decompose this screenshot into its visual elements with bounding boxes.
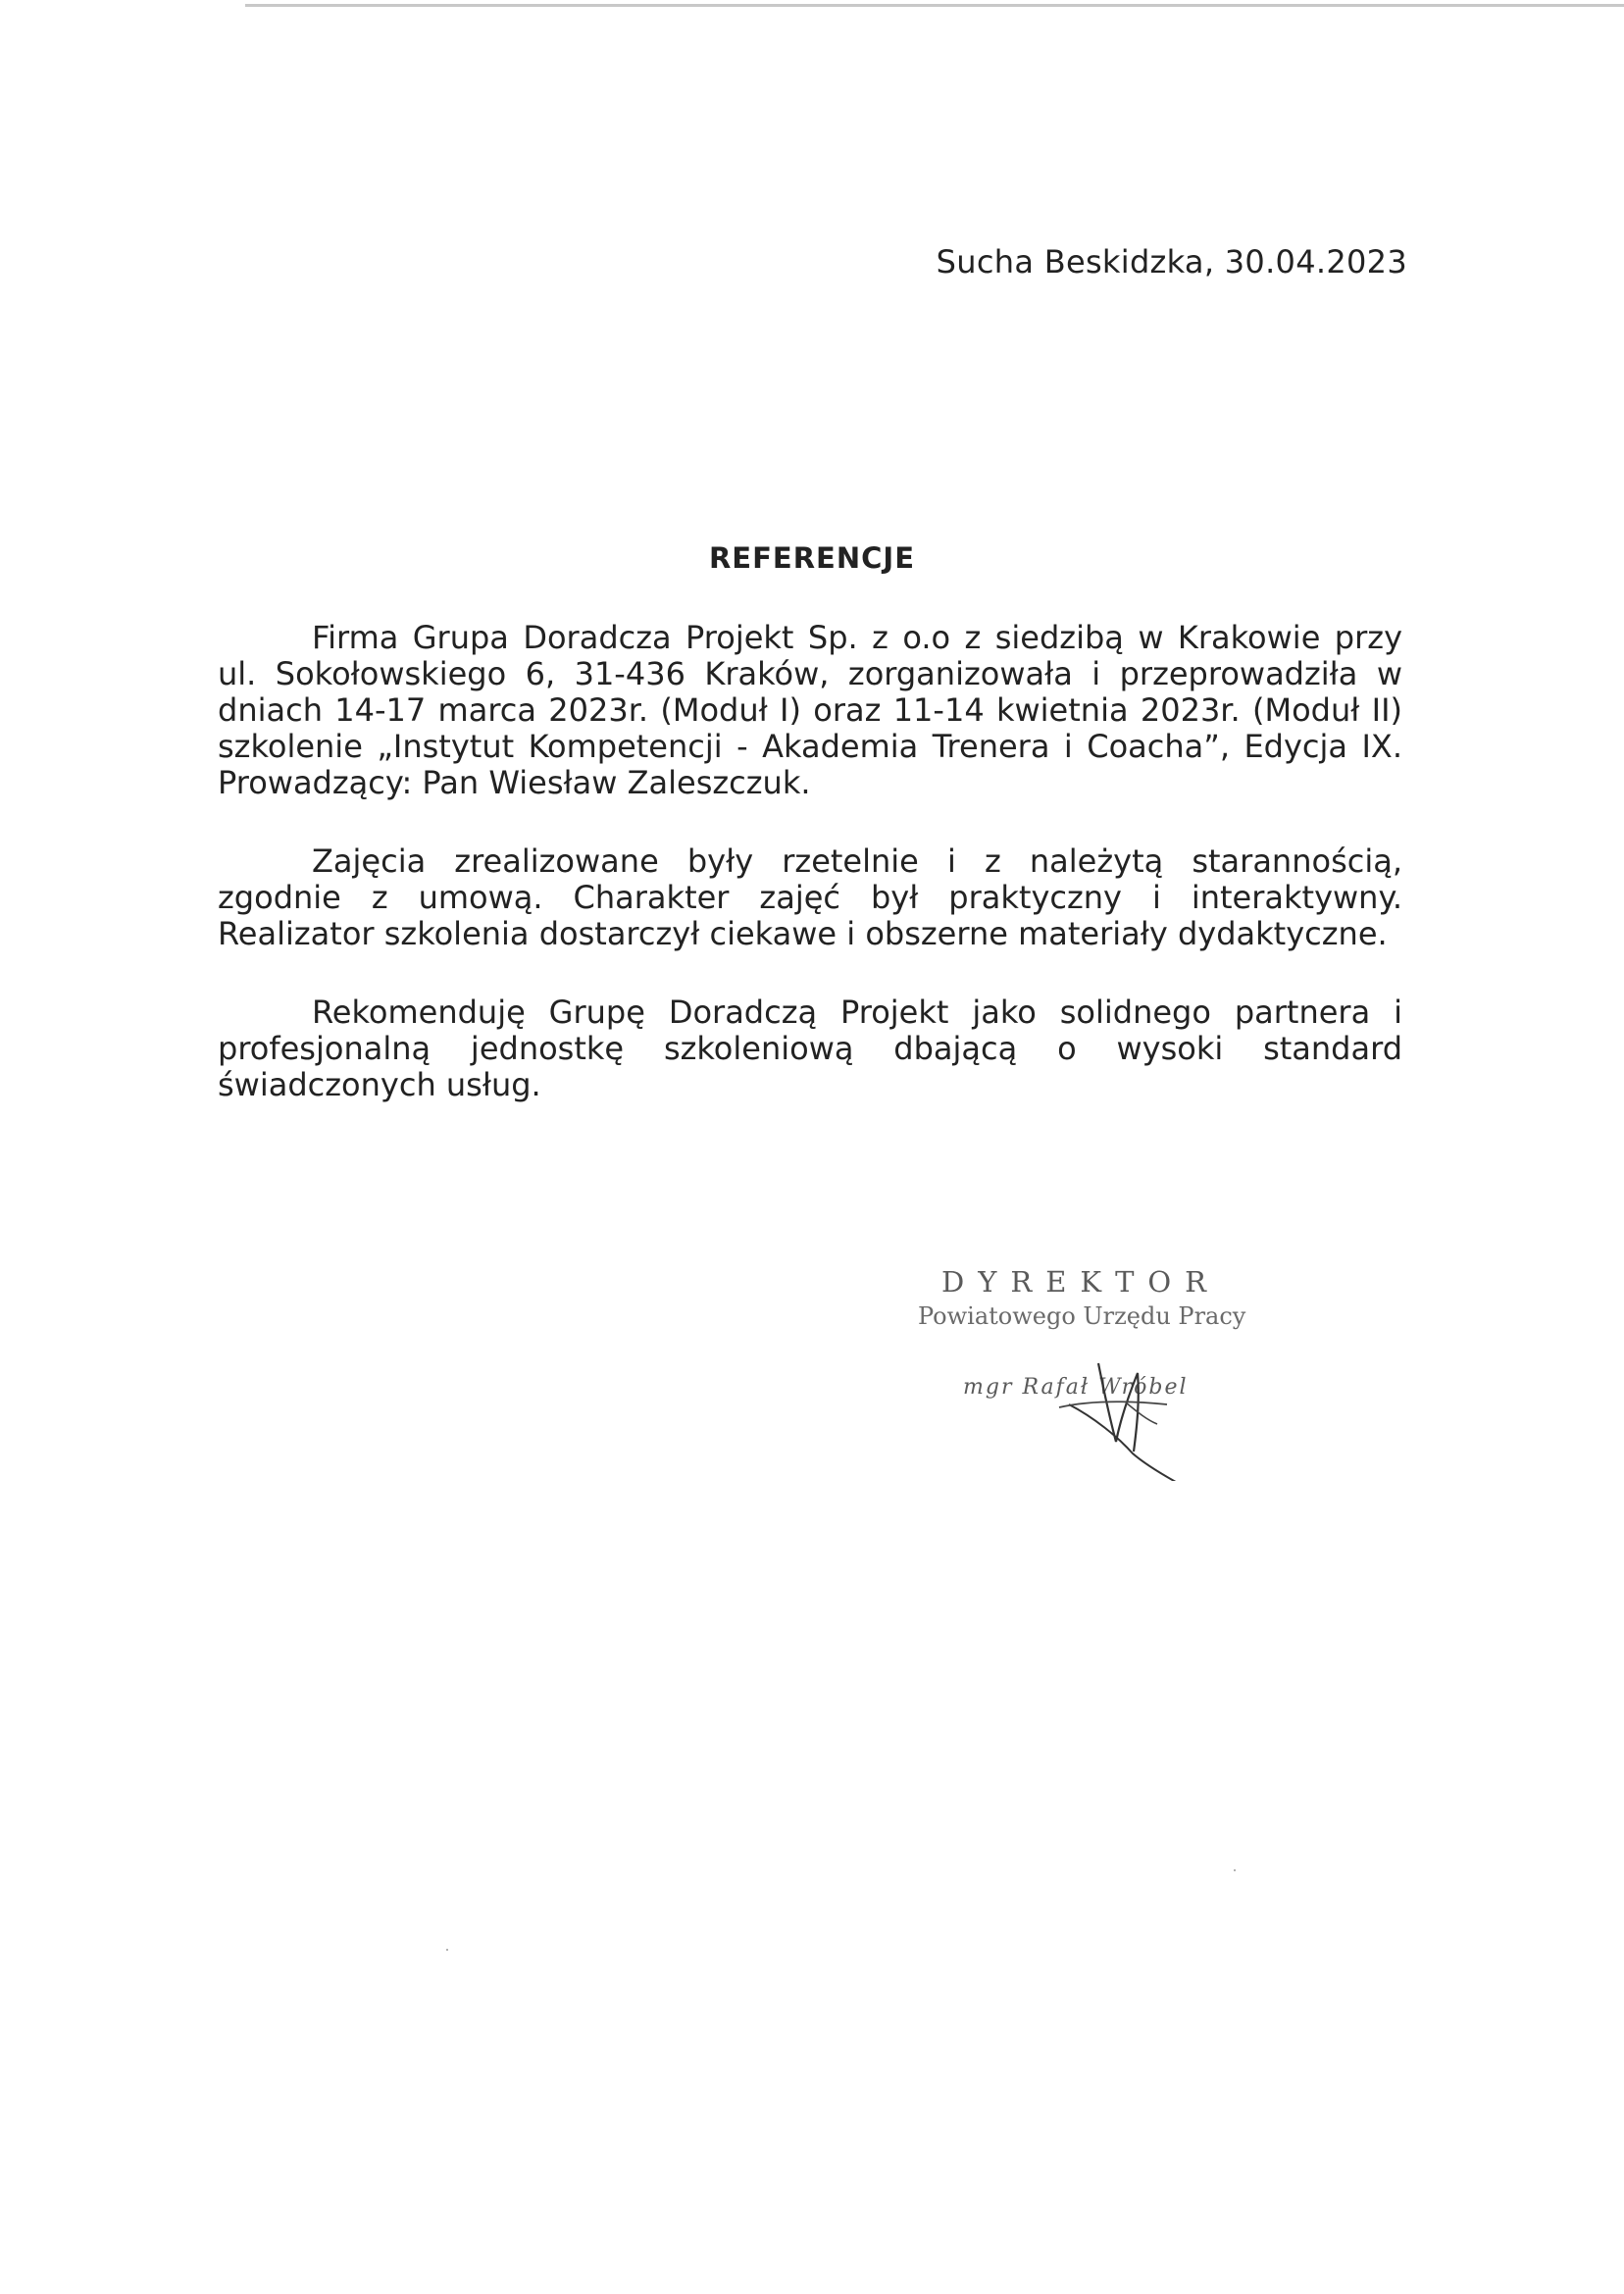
paragraph-quality: Zajęcia zrealizowane były rzetelnie i z należytą starannością, zgodnie z umową. Charakter zajęć był praktyczny i interaktywny. Realizator szkolenia dostarczył ciekawe i obszerne materiały dydaktyczne. <box>218 842 1402 952</box>
place-and-date: Sucha Beskidzka, 30.04.2023 <box>936 243 1407 280</box>
document-title-text: REFERENCJE <box>708 541 916 575</box>
paragraph-recommendation: Rekomenduję Grupę Doradczą Projekt jako solidnego partnera i profesjonalną jednostkę szkoleniową dbającą o wysoki standard świadczonych usług. <box>218 994 1402 1103</box>
stamp-title: DYREKTOR <box>941 1265 1221 1299</box>
stamp-name: mgr Rafał Wróbel <box>963 1375 1189 1400</box>
stamp-office: Powiatowego Urzędu Pracy <box>918 1302 1246 1330</box>
director-stamp <box>912 1265 1265 1481</box>
top-scan-edge <box>245 4 1624 7</box>
document-title <box>0 541 1624 575</box>
handwritten-signature <box>1000 1344 1236 1481</box>
paragraph-organizer: Firma Grupa Doradcza Projekt Sp. z o.o z siedzibą w Krakowie przy ul. Sokołowskiego 6, 31-436 Kraków, zorganizowała i przeprowadziła w dniach 14-17 marca 2023r. (Moduł I) oraz 11-14 kwietnia 2023r. (Moduł II) szkolenie „Instytut Kompetencji - Akademia Trenera i Coacha”, Edycja IX. Prowadzący: Pan Wiesław Zaleszczuk. <box>218 619 1402 801</box>
letter-body <box>218 620 1402 1146</box>
scan-speck <box>1234 1869 1236 1871</box>
scan-speck <box>446 1949 448 1951</box>
